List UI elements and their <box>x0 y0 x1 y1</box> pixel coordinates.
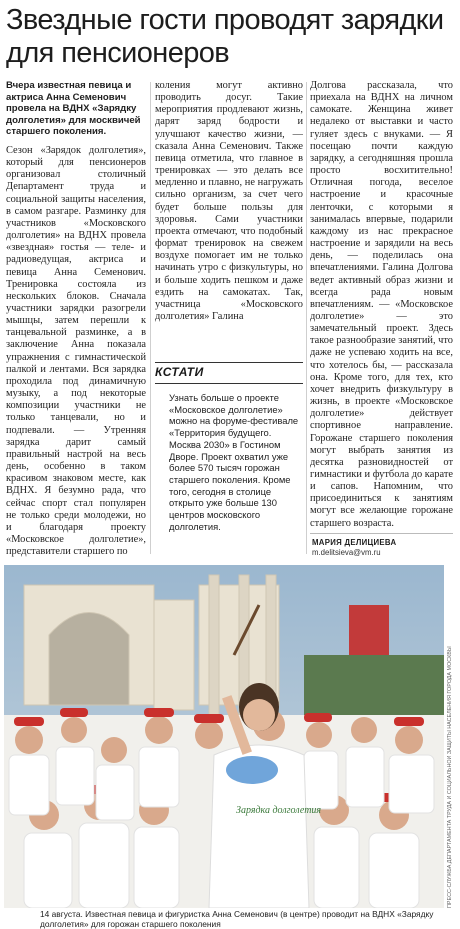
article-column-3 <box>310 80 453 528</box>
trees <box>304 655 444 715</box>
photo-illustration <box>4 565 444 908</box>
sidebar-header <box>155 362 303 384</box>
photo-credit: ПРЕСС-СЛУЖБА ДЕПАРТАМЕНТА ТРУДА И СОЦИАЛЬНОЙ ЗАЩИТЫ НАСЕЛЕНИЯ ГОРОДА МОСКВЫ <box>447 646 453 908</box>
author-name: МАРИЯ ДЕЛИЦИЕВА <box>312 538 397 547</box>
article-column-1 <box>6 80 146 560</box>
lead-paragraph: Вчера известная певица и актриса Анна Семенович провела на ВДНХ «Зарядку долголетия» для москвичей старшего поколения. <box>6 80 141 138</box>
body-text-3: Долгова рассказала, что приехала на ВДНХ на личном самокате. Женщина живет недалеко от выставки и часто гуляет здесь с внуками. — Я посещаю почти каждую зарядку, а сегодняшняя прошла просто восхитительно! Отличная погода, веселое настроение и красочные ленточки, с которыми я занималась впервые, подарили каждому из нас прекрасное настроение и зарядили на весь день, — поделилась она впечатлениями. Галина Долгова ведет активный образ жизни и всегда рада новым впечатлениям. — «Московское долголетие» — это замечательный проект. Здесь такое разнообразие занятий, что даже не успеваю ходить на все, что хотелось бы, — рассказала она. Кроме того, для тех, кто хочет внедрить физкультуру в жизнь, в проекте «Московское долголетие» действует спортивное направление. Горожане старшего поколения могут выбрать занятия из десятка разновидностей от гимнастики и футбола до карате и сапов. Напомним, что присоединиться к занятиям могут все желающие горожане старшего возраста. <box>310 80 453 528</box>
article-column-2 <box>155 80 303 352</box>
center-face <box>243 699 275 731</box>
sidebar-box <box>155 358 303 550</box>
body-text-2: коления могут активно проводить досуг. Такие мероприятия продлевают жизнь, дарят заряд бодрости и улучшают качество жизни, — сказала Анна Семенович. Также певица отметила, что главное в тренировках — это делать все медленно и плавно, не нагружать сильно организм, за счет чего будет больше пользы для здоровья. Сами участники проекта отмечают, что подобный формат тренировок на свежем воздухе помогает им не только начинать утро с физкультуры, но и больше ходить пешком и даже ездить на самокатах. Так, участница «Московского долголетия» Галина <box>155 80 303 322</box>
shirt-text: Зарядка долголетия <box>236 805 322 816</box>
author-email: m.delitsieva@vm.ru <box>312 548 381 557</box>
news-photo <box>4 565 444 908</box>
body-text-1: Сезон «Зарядок долголетия», который для пенсионеров организовал столичный Департамент труда и социальной защиты населения, в самом разгаре. Разминку для участников «Московского долголетия» на ВДНХ провела «звездная» гостья — теле- и радиоведущая, актриса и певица Анна Семенович. Тренировка состояла из нескольких блоков. Сначала участники зарядки разогрели мышцы, затем перешли к танцевальной разминке, а в заключение Анна показала упражнения с гимнастической палкой и лентами. Вся зарядка проходила под динамичную музыку, а под некоторые композиции участники не только танцевали, но и подпевали. — Утренняя зарядка дарит самый правильный настрой на весь день, особенно в таком красивом знаковом месте, как ВДНХ. Я безумно рада, что сейчас спорт стал популярен не только среди молодежи, но и благодаря проекту «Московское долголетие», представители старшего по <box>6 144 146 558</box>
shirt-logo <box>226 756 278 784</box>
photo-caption: 14 августа. Известная певица и фигуристка Анна Семенович (в центре) проводит на ВДНХ «Зарядку долголетия» для горожан старшего поколения <box>40 909 434 929</box>
pavilion-arch <box>24 575 279 715</box>
sidebar-title: КСТАТИ <box>155 365 204 379</box>
headline: Звездные гости проводят зарядки для пенсионеров <box>6 4 444 69</box>
sidebar-text: Узнать больше о проекте «Московское долголетие» можно на форуме-фестивале «Территория будущего. Москва 2030» в Гостином Дворе. Проект охватил уже более 570 тысяч горожан старшего поколения. Кроме того, сегодня в столице открыто уже больше 130 центров московского долголетия. <box>169 392 299 532</box>
author-divider <box>310 533 453 534</box>
column-divider <box>150 82 151 554</box>
column-divider <box>306 82 307 554</box>
